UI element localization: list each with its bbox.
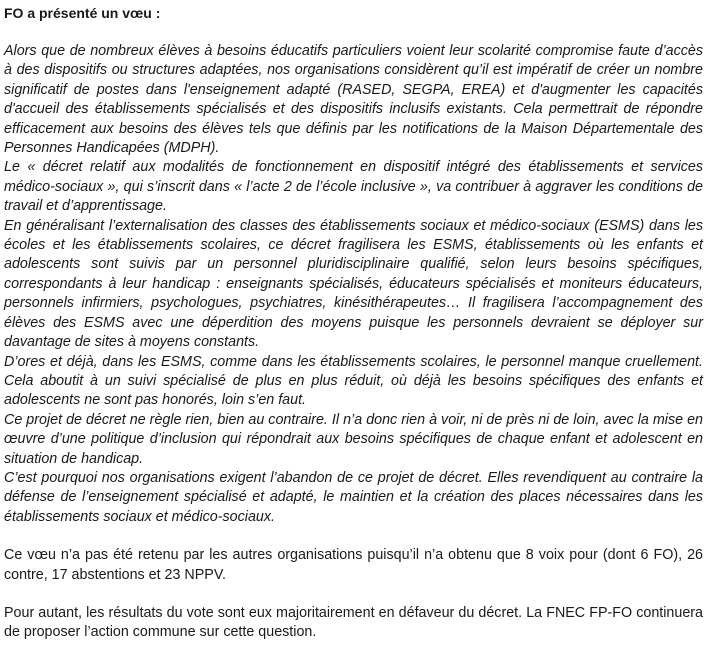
vote-result-paragraph: Ce vœu n’a pas été retenu par les autres organisations puisqu’il n’a obtenu que 8 voix pour (dont 6 FO), 26 contre, 17 abstentions et 23 NPPV. (4, 547, 703, 583)
voeu-paragraph: D’ores et déjà, dans les ESMS, comme dans les établissements scolaires, le personnel manque cruellement. Cela aboutit à un suivi spécialisé de plus en plus réduit, où déjà les besoins spécifiques des enfants et adolescents ne sont pas honorés, loin s’en faut. (4, 353, 703, 409)
voeu-text (4, 42, 703, 527)
voeu-paragraph: Le « décret relatif aux modalités de fonctionnement en dispositif intégré des établissements et services médico-sociaux », qui s’inscrit dans « l’acte 2 de l’école inclusive », va contribuer à aggraver les conditions de travail et d’apprentissage. (4, 159, 703, 215)
voeu-paragraph: Ce projet de décret ne règle rien, bien au contraire. Il n’a donc rien à voir, ni de près ni de loin, avec la mise en œuvre d’une politique d’inclusion qui répondrait aux besoins spécifiques de chaque enfant et adolescent en situation de handicap. (4, 411, 703, 467)
document-heading: FO a présenté un vœu : (4, 5, 161, 21)
voeu-paragraph: C’est pourquoi nos organisations exigent l’abandon de ce projet de décret. Elles revendiquent au contraire la défense de l’enseignement spécialisé et adapté, le maintien et la création des places nécessaires dans les établissements sociaux et médico-sociaux. (4, 469, 703, 525)
voeu-paragraph: Alors que de nombreux élèves à besoins éducatifs particuliers voient leur scolarité compromise faute d’accès à des dispositifs ou structures adaptées, nos organisations considèrent qu’il est impératif de créer un nombre significatif de postes dans l'enseignement adapté (RASED, SEGPA, EREA) et d'augmenter les capacités d'accueil des établissements spécialisés et des dispositifs inclusifs existants. Cela permettrait de répondre efficacement aux besoins des élèves tels que définis par les notifications de la Maison Départementale des Personnes Handicapées (MDPH). (4, 43, 703, 157)
conclusion-paragraph: Pour autant, les résultats du vote sont eux majoritairement en défaveur du décret. La FNEC FP-FO continuera de proposer l’action commune sur cette question. (4, 604, 703, 641)
voeu-paragraph: En généralisant l’externalisation des classes des établissements sociaux et médico-sociaux (ESMS) dans les écoles et les établissements scolaires, ce décret fragilisera les ESMS, établissements où les enfants et adolescents sont suivis par un personnel pluridisciplinaire qualifié, selon leurs besoins spécifiques, correspondants à leur handicap : enseignants spécialisés, éducateurs spécialisés et moniteurs éducateurs, personnels infirmiers, psychologues, psychiatres, kinésithérapeutes… Il fragilisera l’accompagnement des élèves des ESMS avec une déperdition des moyens puisque les personnels devraient se déployer sur davantage de sites à moyens constants. (4, 217, 703, 351)
document-page (4, 4, 703, 643)
